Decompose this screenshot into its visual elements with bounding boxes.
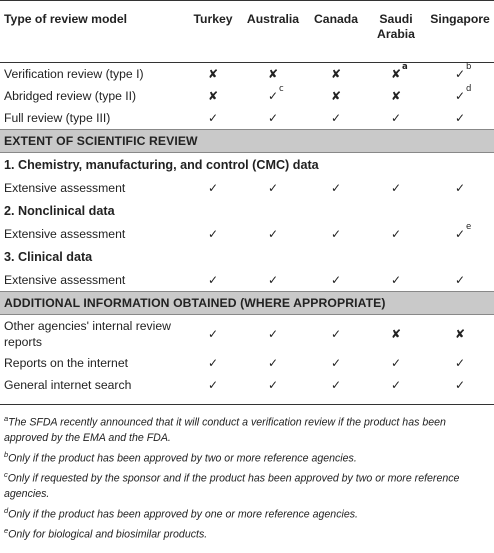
cell-check (240, 315, 306, 353)
row-label: Extensive assessment (4, 273, 126, 287)
cross-icon: ✘ (330, 67, 342, 81)
cell-check (426, 352, 494, 374)
footnote-marker: b (4, 449, 9, 459)
header-review-model: Type of review model (0, 1, 186, 63)
footnote-marker: c (279, 84, 284, 94)
table-row (0, 269, 494, 292)
check-icon: ✓ c (267, 84, 284, 103)
cell-cross (366, 315, 426, 353)
check-icon: ✓ e (454, 222, 472, 241)
cell-cross (186, 85, 240, 107)
cell-check (366, 107, 426, 130)
row-label: Extensive assessment (4, 181, 126, 195)
check-icon: ✓ (454, 111, 466, 125)
row-label: Abridged review (type II) (4, 89, 137, 103)
cross-icon: ✘ (207, 89, 219, 103)
cell-check (240, 223, 306, 245)
cell-check (306, 352, 366, 374)
check-icon: ✓ (330, 326, 342, 341)
check-icon: ✓ (267, 326, 279, 341)
check-icon: ✓ (330, 111, 342, 125)
check-icon: ✓ (267, 273, 279, 287)
section-heading: EXTENT OF SCIENTIFIC REVIEW (0, 130, 494, 153)
check-icon: ✓ (454, 378, 466, 392)
additional-info-rows (0, 315, 494, 397)
table-row (0, 107, 494, 130)
cross-icon: ✘ (207, 67, 219, 81)
cell-cross (306, 85, 366, 107)
footnote-marker: c (4, 470, 8, 480)
cell-check (186, 223, 240, 245)
row-label: Full review (type III) (4, 111, 111, 125)
section-heading: ADDITIONAL INFORMATION OBTAINED (WHERE APPROPRIATE) (0, 292, 494, 315)
check-icon: ✓ (207, 378, 219, 392)
cell-check (186, 177, 240, 199)
header-country: Canada (306, 1, 366, 63)
footnote-text: Only for biological and biosimilar products. (8, 528, 208, 541)
check-icon: ✓ (267, 356, 279, 370)
check-icon: ✓ (454, 273, 466, 287)
subsection-heading: 3. Clinical data (4, 250, 93, 264)
check-icon: ✓ (207, 181, 219, 195)
cell-check (306, 269, 366, 292)
footnote-marker: e (4, 526, 9, 536)
cell-cross (426, 315, 494, 353)
cell-check (186, 352, 240, 374)
footnote (4, 503, 490, 523)
check-icon: ✓ (390, 227, 402, 241)
row-label: Other agencies' internal review reports (4, 318, 171, 349)
footnote-marker: b (466, 62, 472, 72)
footnote-marker: d (466, 84, 472, 94)
cell-check (186, 374, 240, 396)
cell-cross (366, 85, 426, 107)
subsection-heading: 2. Nonclinical data (4, 204, 115, 218)
check-icon: ✓ (330, 181, 342, 195)
cross-icon: ✘ a (390, 62, 408, 81)
check-icon: ✓ (390, 111, 402, 125)
footnote-marker: e (466, 222, 472, 232)
cell-cross (186, 63, 240, 86)
check-icon: ✓ (330, 273, 342, 287)
footnote (4, 467, 490, 502)
table-row (0, 374, 494, 396)
header-country: Singapore (426, 1, 494, 63)
cross-icon: ✘ (267, 67, 279, 81)
cell-cross (240, 63, 306, 86)
cross-icon: ✘ (390, 89, 402, 103)
check-icon: ✓ (390, 356, 402, 370)
check-icon: ✓ b (454, 62, 472, 81)
cell-check (306, 223, 366, 245)
footnote-text: The SFDA recently announced that it will conduct a verification review if the product has been approved by the EMA and the FDA. (4, 416, 446, 444)
check-icon: ✓ (207, 111, 219, 125)
cell-cross (366, 63, 426, 86)
row-label: Extensive assessment (4, 227, 126, 241)
header-country: Saudi Arabia (366, 1, 426, 63)
cell-check (240, 85, 306, 107)
cell-check (426, 177, 494, 199)
check-icon: ✓ (390, 273, 402, 287)
check-icon: ✓ (267, 111, 279, 125)
row-label: Verification review (type I) (4, 67, 144, 81)
cell-check (186, 107, 240, 130)
table-row (0, 315, 494, 353)
cell-cross (306, 63, 366, 86)
cross-icon: ✘ (330, 89, 342, 103)
cell-check (426, 269, 494, 292)
cell-check (426, 85, 494, 107)
cell-check (366, 223, 426, 245)
cell-check (426, 223, 494, 245)
cell-check (306, 374, 366, 396)
table-row (0, 223, 494, 245)
check-icon: ✓ (330, 227, 342, 241)
check-icon: ✓ (207, 326, 219, 341)
cell-check (240, 374, 306, 396)
footnotes (0, 405, 494, 543)
check-icon: ✓ (330, 378, 342, 392)
footnote-marker: a (402, 62, 408, 72)
check-icon: ✓ (390, 181, 402, 195)
review-rows (0, 63, 494, 130)
clinical-rows (0, 269, 494, 292)
footnote-marker: d (4, 505, 9, 515)
footnote-text: Only if requested by the sponsor and if the product has been approved by two or more reference agencies. (4, 472, 460, 500)
cell-check (306, 177, 366, 199)
cell-check (366, 374, 426, 396)
table-row (0, 352, 494, 374)
cell-check (186, 315, 240, 353)
header-row (0, 1, 494, 63)
header-country: Australia (240, 1, 306, 63)
cell-check (426, 63, 494, 86)
check-icon: ✓ (390, 378, 402, 392)
table-row (0, 177, 494, 199)
cell-check (240, 269, 306, 292)
footnote-text: Only if the product has been approved by one or more reference agencies. (8, 508, 358, 521)
cross-icon: ✘ (454, 326, 466, 341)
cell-check (240, 352, 306, 374)
cross-icon: ✘ (390, 326, 402, 341)
table-row (0, 85, 494, 107)
footnote (4, 447, 490, 467)
check-icon: ✓ (454, 356, 466, 370)
cell-check (240, 107, 306, 130)
footnote (4, 523, 490, 543)
cell-check (186, 269, 240, 292)
cell-check (366, 269, 426, 292)
table-row (0, 63, 494, 86)
subsection-heading: 1. Chemistry, manufacturing, and control (CMC) data (4, 158, 319, 172)
cmc-rows (0, 177, 494, 199)
check-icon: ✓ (267, 227, 279, 241)
cell-check (306, 315, 366, 353)
check-icon: ✓ (207, 227, 219, 241)
row-label: Reports on the internet (4, 356, 128, 370)
footnote-text: Only if the product has been approved by two or more reference agencies. (8, 452, 357, 465)
check-icon: ✓ (330, 356, 342, 370)
check-icon: ✓ (267, 181, 279, 195)
cell-check (240, 177, 306, 199)
footnote (4, 411, 490, 446)
check-icon: ✓ (267, 378, 279, 392)
check-icon: ✓ d (454, 84, 472, 103)
cell-check (426, 374, 494, 396)
cell-check (366, 352, 426, 374)
header-country: Turkey (186, 1, 240, 63)
cell-check (306, 107, 366, 130)
check-icon: ✓ (207, 356, 219, 370)
cell-check (366, 177, 426, 199)
nonclinical-rows (0, 223, 494, 245)
check-icon: ✓ (207, 273, 219, 287)
footnote-marker: a (4, 414, 9, 423)
check-icon: ✓ (454, 181, 466, 195)
row-label: General internet search (4, 378, 132, 392)
cell-check (426, 107, 494, 130)
